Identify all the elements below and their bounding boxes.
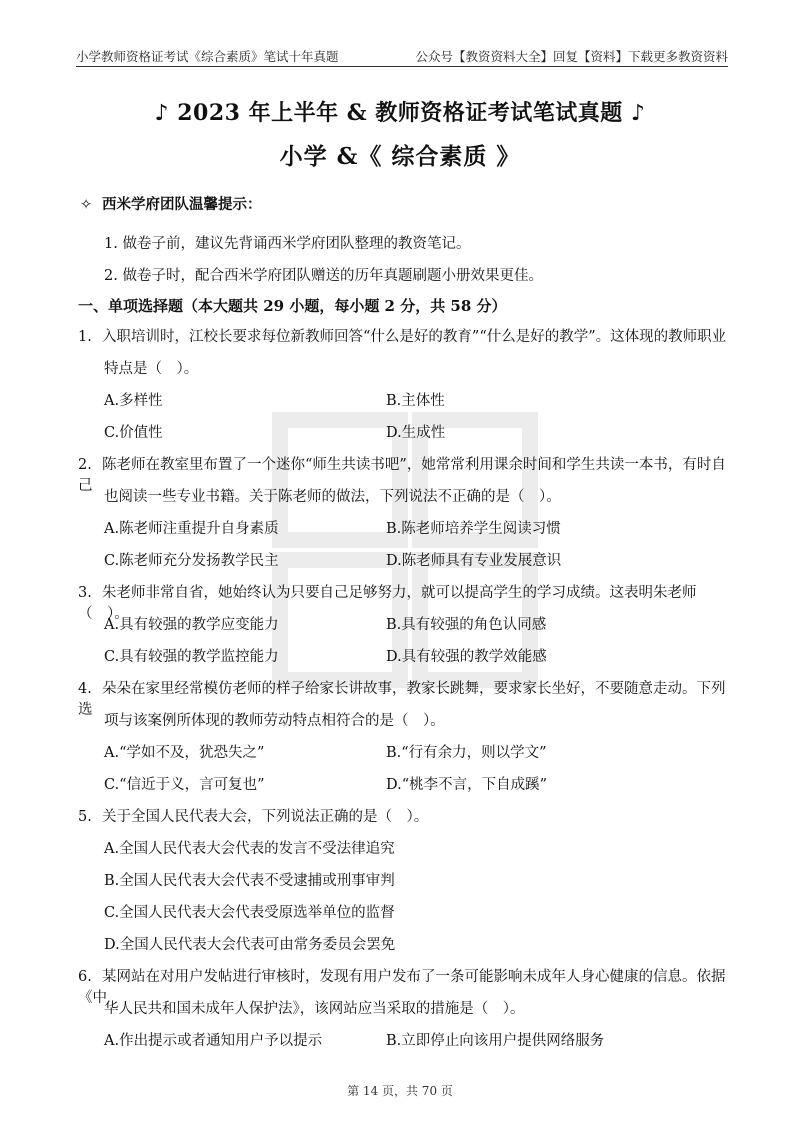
option: B.陈老师培养学生阅读习惯 <box>386 521 561 537</box>
page-subtitle: 小学 &《 综合素质 》 <box>279 143 521 170</box>
question-stem: 6. 某网站在对用户发帖进行审核时，发现有用户发布了一条可能影响未成年人身心健康的信息。依据《中 <box>78 969 726 1006</box>
question-number: 3. <box>78 585 92 601</box>
page-footer: 第 14 页，共 70 页 <box>347 1084 453 1098</box>
option: C.全国人民代表大会代表受原选举单位的监督 <box>104 905 395 921</box>
option: C.“信近于义，言可复也” <box>104 777 265 793</box>
option: A.陈老师注重提升自身素质 <box>104 521 279 537</box>
option: B.立即停止向该用户提供网络服务 <box>386 1033 605 1049</box>
sparkle-icon: ✧ <box>80 197 93 213</box>
option: B.全国人民代表大会代表不受逮捕或刑事审判 <box>104 873 395 889</box>
question-number: 2. <box>78 457 92 473</box>
option: A.“学如不及，犹恐失之” <box>104 745 265 761</box>
option: D.陈老师具有专业发展意识 <box>386 553 562 569</box>
question-stem-cont: 项与该案例所体现的教师劳动特点相符合的是（ ）。 <box>104 713 445 729</box>
tip-item: 1. 做卷子前，建议先背诵西米学府团队整理的教资笔记。 <box>104 236 471 252</box>
option: B.主体性 <box>386 393 445 409</box>
header-left-text: 小学教师资格证考试《综合素质》笔试十年真题 <box>76 49 339 64</box>
question-stem: 2. 陈老师在教室里布置了一个迷你“师生共读书吧”，她常常利用课余时间和学生共读一本书，有时自己 <box>78 457 726 494</box>
question-stem-cont: 也阅读一些专业书籍。关于陈老师的做法，下列说法不正确的是（ ）。 <box>104 489 561 505</box>
question-stem: 1. 入职培训时，江校长要求每位新教师回答“什么是好的教育”“什么是好的教学”。这体现的教师职业 <box>78 329 727 345</box>
tips-heading-text: 西米学府团队温馨提示： <box>102 196 262 213</box>
option: C.具有较强的教学监控能力 <box>104 649 279 665</box>
option: C.价值性 <box>104 425 163 441</box>
page-header <box>76 44 728 67</box>
question-number: 1. <box>78 329 92 345</box>
option: B.具有较强的角色认同感 <box>386 617 547 633</box>
option: B.“行有余力，则以学文” <box>386 745 547 761</box>
option: A.多样性 <box>104 393 163 409</box>
question-number: 6. <box>78 969 92 985</box>
option: D.具有较强的教学效能感 <box>386 649 547 665</box>
section-title: 一、单项选择题（本大题共 29 小题，每小题 2 分，共 58 分） <box>78 297 507 315</box>
question-number: 4. <box>78 681 92 697</box>
header-right-text: 公众号【教资资料大全】回复【资料】下载更多教资资料 <box>415 49 728 64</box>
option: D.生成性 <box>386 425 446 441</box>
tip-item: 2. 做卷子时，配合西米学府团队赠送的历年真题刷题小册效果更佳。 <box>104 268 543 284</box>
question-stem: 3. 朱老师非常自省，她始终认为只要自己足够努力，就可以提高学生的学习成绩。这表明朱老师（ ）。 <box>78 585 697 622</box>
option: C.陈老师充分发扬教学民主 <box>104 553 279 569</box>
question-stem: 5. 关于全国人民代表大会，下列说法正确的是（ ）。 <box>78 809 429 825</box>
question-stem: 4. 朵朵在家里经常模仿老师的样子给家长讲故事，教家长跳舞，要求家长坐好，不要随意走动。下列选 <box>78 681 726 718</box>
question-stem-cont: 特点是（ ）。 <box>104 361 199 377</box>
question-stem-cont: 华人民共和国未成年人保护法》，该网站应当采取的措施是（ ）。 <box>104 1001 525 1017</box>
option: A.全国人民代表大会代表的发言不受法律追究 <box>104 841 395 857</box>
option: D.全国人民代表大会代表可由常务委员会罢免 <box>104 937 396 953</box>
page-title: ♪ 2023 年上半年 & 教师资格证考试笔试真题 ♪ <box>154 100 646 126</box>
option: A.作出提示或者通知用户予以提示 <box>104 1033 323 1049</box>
question-number: 5. <box>78 809 92 825</box>
option: A.具有较强的教学应变能力 <box>104 617 279 633</box>
tips-heading <box>80 193 262 214</box>
option: D.“桃李不言，下自成蹊” <box>386 777 548 793</box>
